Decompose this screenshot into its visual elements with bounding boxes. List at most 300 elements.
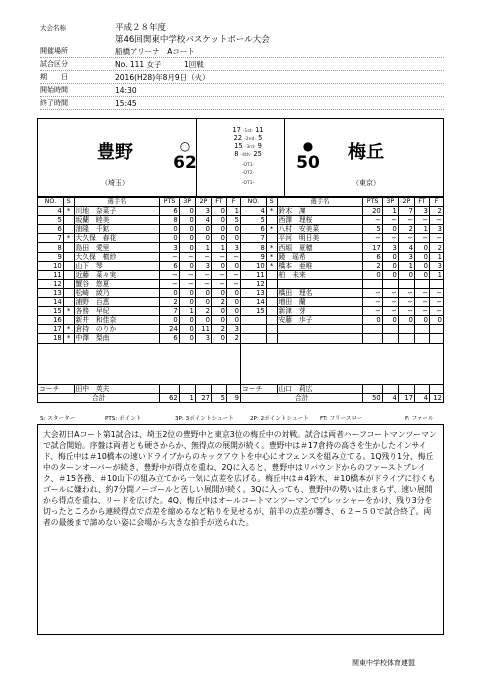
player-2p: 3 [398,252,414,261]
player-ft [414,334,429,343]
starter-mark [266,270,277,279]
player-ft: − [414,298,429,307]
player-2p: 0 [195,225,211,234]
player-name [277,334,363,343]
player-3p: 0 [179,325,195,334]
col-fouls: F [227,198,241,207]
player-pts: − [363,298,382,307]
player-2p [398,334,414,343]
player-row [38,261,241,270]
player-ft: 0 [211,234,226,243]
player-2p: 2 [195,307,211,316]
home-total-fouls: 9 [227,393,241,402]
player-pts: 24 [160,325,179,334]
player-3p: − [179,279,195,288]
player-fouls: − [430,298,444,307]
player-pts: − [363,234,382,243]
player-2p [398,325,414,334]
home-total-row [38,393,241,402]
player-fouls: 3 [430,225,444,234]
player-pts: 6 [160,207,179,216]
player-3p: − [382,288,398,297]
player-number: 4 [241,207,267,216]
player-pts: − [363,216,382,225]
player-name: 油隆 千鉱 [74,225,160,234]
away-total-fouls: 12 [430,393,444,402]
player-3p: − [382,216,398,225]
player-number: 14 [241,298,267,307]
player-ft: 1 [414,225,429,234]
player-number: 6 [38,225,64,234]
player-ft [414,279,429,288]
overtime-1: -OT1- [241,163,255,168]
player-3p: 1 [382,207,398,216]
player-fouls: 0 [227,288,241,297]
away-loss-mark: ● [302,139,314,153]
player-2p: 3 [195,334,211,343]
end-time-value: 15:45 [115,99,137,108]
player-row [241,225,444,234]
player-row [38,288,241,297]
player-ft: − [414,216,429,225]
player-2p: 0 [195,288,211,297]
starter-mark [266,316,277,325]
home-total-label: 合計 [38,393,160,402]
player-row [241,243,444,252]
starter-mark: * [266,225,277,234]
player-ft: 0 [414,243,429,252]
starter-mark [266,216,277,225]
player-name: 橋本 亜唯 [277,261,363,270]
col-pts: PTS [363,198,382,207]
venue-row [40,46,444,58]
home-total-2p: 27 [195,393,211,402]
player-row [241,288,444,297]
player-2p: − [398,288,414,297]
home-score: 62 [173,153,197,173]
starter-mark: * [63,325,74,334]
player-pts: 6 [363,252,382,261]
player-2p: 4 [195,216,211,225]
player-fouls: 2 [430,207,444,216]
player-pts: 0 [160,225,179,234]
col-ft: FT [211,198,226,207]
player-fouls: 0 [227,316,241,325]
starter-mark: * [266,207,277,216]
date-value: 2016(H28)年8月9日（火） [115,73,210,82]
player-name: 新井 和佳奈 [74,316,160,325]
player-ft: 0 [211,225,226,234]
game-class-row [40,59,444,71]
game-class-value: No. 111 女子 1回戦 [115,60,204,69]
player-2p: 3 [195,207,211,216]
player-fouls: 1 [430,252,444,261]
player-fouls: − [430,234,444,243]
starter-mark [266,234,277,243]
player-pts: 5 [363,225,382,234]
player-name: 中澤 梨南 [74,334,160,343]
player-ft: 0 [211,216,226,225]
legend-2p: 2P: 2ポイントシュート [250,416,309,422]
player-number: 6 [241,225,267,234]
player-name: 島田 愛里 [74,243,160,252]
col-ft: FT [414,198,429,207]
player-ft: 0 [414,316,429,325]
player-3p: 0 [382,252,398,261]
player-name: 浦野 百恵 [74,298,160,307]
player-3p: 0 [179,234,195,243]
away-team-pref: （東京） [352,179,380,187]
player-pts: − [363,307,382,316]
player-fouls: 2 [227,334,241,343]
player-number: 15 [241,307,267,316]
player-name: 八村 安美菜 [277,225,363,234]
starter-mark [63,298,74,307]
starter-mark [63,288,74,297]
away-total-3p: 4 [382,393,398,402]
starter-mark: * [266,243,277,252]
player-name: 坂蘭 睦美 [74,216,160,225]
starter-mark [266,325,277,334]
starter-mark [63,252,74,261]
player-2p: 0 [195,316,211,325]
player-3p: 0 [382,225,398,234]
player-ft: − [414,234,429,243]
player-pts: − [160,252,179,261]
player-name: 新津 芽 [277,307,363,316]
player-2p: 0 [195,298,211,307]
home-coach-row [38,384,241,393]
away-total-2p: 17 [398,393,414,402]
player-name [277,279,363,288]
col-2p: 2P [195,198,211,207]
player-3p: 0 [179,243,195,252]
player-3p: 0 [179,298,195,307]
date-row [40,72,444,84]
player-2p: − [398,234,414,243]
player-name: 倉持 のりか [74,325,160,334]
player-ft: 2 [211,298,226,307]
player-row [241,307,444,316]
player-name: 山下 琴 [74,261,160,270]
home-box-score [37,197,241,403]
player-number: 7 [38,234,64,243]
player-row [38,279,241,288]
start-time-row [40,85,444,97]
tournament-name: 第46回関東中学校バスケットボール大会 [115,35,270,45]
col-no: NO. [38,198,64,207]
player-row [241,298,444,307]
player-number: 10 [38,261,64,270]
starter-mark: * [266,261,277,270]
player-pts: 17 [363,243,382,252]
player-fouls: − [430,307,444,316]
player-3p: 0 [179,316,195,325]
starter-mark: * [63,334,74,343]
player-ft: − [211,270,226,279]
player-row [38,334,241,343]
player-ft [414,325,429,334]
player-name: 西堀 夏穂 [277,243,363,252]
player-fouls: 0 [430,316,444,325]
player-pts: 3 [160,243,179,252]
player-pts: 2 [363,261,382,270]
overtime-3: -OT3- [241,181,255,186]
player-2p: 1 [398,261,414,270]
player-ft: 2 [211,325,226,334]
player-name: 近藤 菜々実 [74,270,160,279]
player-3p: − [382,298,398,307]
player-ft: 0 [211,307,226,316]
player-pts: 6 [160,334,179,343]
starter-mark [266,279,277,288]
quarter-1: 17 -1st- 11 [232,126,264,134]
player-row [38,252,241,261]
player-2p: 0 [398,316,414,325]
quarter-2: 22 -2nd- 5 [233,134,263,142]
player-number: 8 [38,243,64,252]
starter-mark: * [266,252,277,261]
player-row [241,216,444,225]
col-3p: 3P [382,198,398,207]
home-team-name: 豊野 [97,142,133,163]
away-coach-name: 山口 莉広 [277,384,363,393]
home-coach-label: コーチ [38,384,75,393]
player-row [38,243,241,252]
end-time-label: 終了時間 [40,99,68,107]
player-name: 西澤 理桜 [277,216,363,225]
player-pts: − [160,270,179,279]
player-ft: 0 [211,288,226,297]
player-3p: 0 [382,261,398,270]
player-2p [398,279,414,288]
starter-mark: * [63,207,74,216]
player-2p: − [195,252,211,261]
away-box-score [240,197,444,403]
player-row [38,234,241,243]
player-ft: 0 [211,316,226,325]
player-3p: − [382,234,398,243]
player-fouls: 5 [227,216,241,225]
player-row [241,207,444,216]
player-3p: 0 [179,261,195,270]
overtime-2: -OT2- [241,171,255,176]
player-name: 増田 蘭 [277,298,363,307]
game-class-label: 試合区分 [40,60,68,68]
player-fouls: − [227,252,241,261]
player-3p [382,334,398,343]
away-total-label: 合計 [241,393,363,402]
player-number: 4 [38,207,64,216]
player-name: 平河 明日美 [277,234,363,243]
player-number: 7 [241,234,267,243]
player-2p: 1 [195,243,211,252]
away-team-name: 梅丘 [348,142,384,163]
player-row [241,316,444,325]
player-name: 蟹谷 悠夏 [74,279,160,288]
legend-3p: 3P: 3ポイントシュート [175,416,234,422]
player-pts: 8 [160,216,179,225]
player-2p: − [398,298,414,307]
player-2p: 0 [195,234,211,243]
player-fouls [430,334,444,343]
player-ft: 0 [211,261,226,270]
player-fouls [430,325,444,334]
player-pts: − [363,288,382,297]
player-3p [382,325,398,334]
player-pts: 0 [363,316,382,325]
home-total-3p: 1 [179,393,195,402]
player-row [38,325,241,334]
player-3p: 3 [382,243,398,252]
game-report-text: 大会初日Aコート第1試合は、埼玉2位の豊野中と東京3位の梅丘中の対戦。試合は両者ハーフコートマンツーマンで試合開始。序盤は両者とも硬さからか、無得点の展開が続く。豊野中は＃17倉持の高さを生かしたインサイド、梅丘中は＃10橋本の速いドライブからのキックアウトを中心にオフェンスを組み立てる。1Q残り1分、梅丘中のターンオーバーが続き、豊野中が得点を重ね、2Qに入ると、豊野中はリバウンドからのファーストブレイク、＃15各務、＃10山下の組み立てから一気に点差を広げる。梅丘中は＃4鈴木、＃10橋本がドライブに行くもゴールに嫌われ、約7分間ノーゴールと苦しい展開が続く。3Qに入っても、豊野中の勢いは止まらず、速い展開から得点を重ね、リードを広げた。4Q、梅丘中はオールコートマンツーマンでプレッシャーをかけ、残り3分を切ったところから連続得点で点差を縮めるなど粘りを見せるが、前半の点差が響き、６２−５０で試合終了。両者の最後まで諦めない姿に会場から大きな拍手が送られた。 [43,430,437,527]
quarter-4: 8 -4th- 25 [234,150,262,158]
player-pts: 6 [160,261,179,270]
player-pts: 0 [160,316,179,325]
starter-mark [266,288,277,297]
player-row [241,334,444,343]
player-number: 5 [241,216,267,225]
away-blank-rows [241,343,444,384]
player-number: 10 [241,261,267,270]
player-pts [363,334,382,343]
legend-starter: S: スターター [40,416,76,422]
player-ft: − [414,288,429,297]
player-fouls: 3 [227,325,241,334]
player-2p: − [195,279,211,288]
player-pts: 0 [363,270,382,279]
col-player-name: 選手名 [74,198,160,207]
player-number [241,316,267,325]
tournament-year: 平成２８年度 [115,23,167,33]
player-fouls: 0 [227,225,241,234]
col-no: NO. [241,198,267,207]
away-coach-label: コーチ [241,384,278,393]
start-time-value: 14:30 [115,86,137,95]
player-2p: 2 [398,225,414,234]
player-number: 12 [38,279,64,288]
player-2p: 11 [195,325,211,334]
player-row [38,270,241,279]
player-fouls: 2 [430,243,444,252]
player-number: 12 [241,279,267,288]
player-name: 鈴木 凜 [277,207,363,216]
player-fouls: 1 [430,270,444,279]
player-row [241,325,444,334]
home-team-pref: （埼玉） [101,179,129,187]
player-name: 鏡 瑶希 [277,252,363,261]
player-row [241,261,444,270]
col-2p: 2P [398,198,414,207]
player-number: 5 [38,216,64,225]
player-number: 9 [241,252,267,261]
player-number: 11 [38,270,64,279]
tournament-label: 大会名称 [40,24,66,32]
player-row [241,270,444,279]
player-number: 8 [241,243,267,252]
player-2p: − [195,270,211,279]
col-pts: PTS [160,198,179,207]
player-2p: 0 [398,270,414,279]
player-number: 9 [38,252,64,261]
player-name: 橋田 理名 [277,288,363,297]
player-pts: − [160,279,179,288]
player-number: 11 [241,270,267,279]
home-total-pts: 62 [160,393,179,402]
player-name: 川地 奈菜子 [74,207,160,216]
home-win-mark: ○ [179,139,191,153]
player-2p: − [398,307,414,316]
player-number [241,334,267,343]
player-3p: 0 [382,270,398,279]
player-number [241,325,267,334]
player-fouls: 0 [227,298,241,307]
player-pts: 0 [160,234,179,243]
legend-fouls: F: ファール [405,416,434,422]
player-3p: 0 [179,225,195,234]
player-row [241,252,444,261]
player-fouls: − [227,270,241,279]
legend-ft: FT: フリースロー [320,416,363,422]
player-name: 柏 未来 [277,270,363,279]
starter-mark [63,243,74,252]
player-3p: 0 [179,288,195,297]
player-fouls: 0 [227,234,241,243]
starter-mark [63,316,74,325]
away-coach-row [241,384,444,393]
home-header-row [38,198,241,207]
away-total-row [241,393,444,402]
home-total-ft: 5 [211,393,226,402]
player-3p: − [179,270,195,279]
starter-mark [266,298,277,307]
player-3p: 0 [179,207,195,216]
player-ft: 1 [211,243,226,252]
player-ft: 0 [414,261,429,270]
end-time-row [40,98,444,110]
player-number: 13 [241,288,267,297]
player-3p [382,279,398,288]
player-ft: − [211,279,226,288]
home-coach-name: 田中 英夫 [74,384,160,393]
player-number: 13 [38,288,64,297]
player-row [38,225,241,234]
col-starter: S [266,198,277,207]
player-fouls [430,279,444,288]
player-fouls: 3 [430,261,444,270]
player-row [241,234,444,243]
player-fouls: 3 [227,243,241,252]
player-ft: 0 [414,252,429,261]
player-3p: − [382,307,398,316]
player-name: 各務 早紀 [74,307,160,316]
player-ft: − [414,307,429,316]
player-number: 15 [38,307,64,316]
player-row [241,279,444,288]
game-report [37,424,444,635]
player-pts: 2 [160,298,179,307]
player-name [277,325,363,334]
player-pts [363,325,382,334]
starter-mark: * [63,234,74,243]
player-fouls: 1 [227,207,241,216]
col-player-name: 選手名 [277,198,363,207]
player-name: 大久保 春花 [74,234,160,243]
player-number: 18 [38,334,64,343]
starter-mark [63,261,74,270]
starter-mark [63,216,74,225]
player-2p: 7 [398,207,414,216]
